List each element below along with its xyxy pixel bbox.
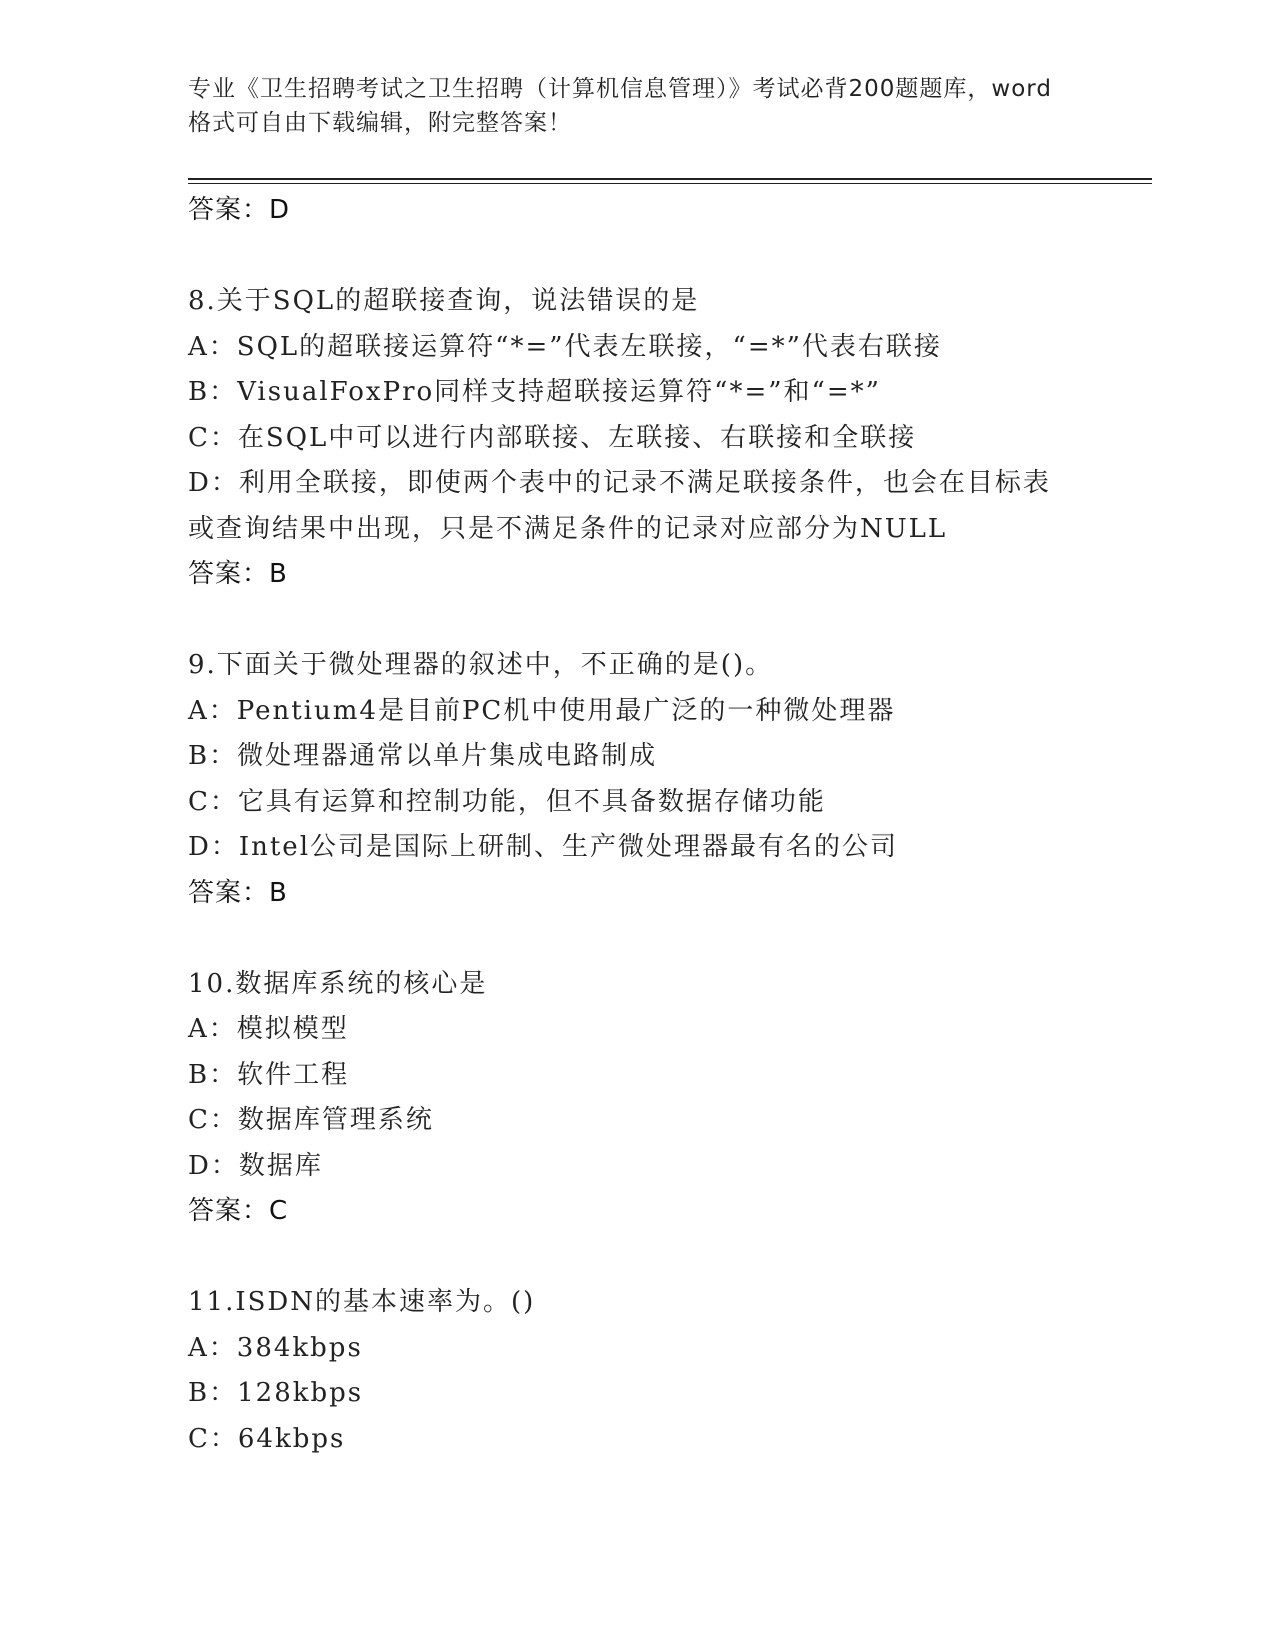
option-a: A：模拟模型 (188, 1014, 349, 1044)
question-11: 11.ISDN的基本速率为。() (188, 1287, 536, 1317)
option-a: A：Pentium4是目前PC机中使用最广泛的一种微处理器 (188, 695, 896, 726)
option-c: C：在SQL中可以进行内部联接、左联接、右联接和全联接 (188, 422, 917, 453)
document-header (188, 72, 1088, 140)
option-b: B：微处理器通常以单片集成电路制成 (188, 741, 658, 771)
spacer (188, 597, 1152, 643)
option-c: C：64kbps (188, 1423, 346, 1454)
question-10: 10.数据库系统的核心是 (188, 968, 488, 999)
option-b: B：VisualFoxPro同样支持超联接运算符“*=”和“=*” (188, 377, 881, 407)
spacer (188, 916, 1152, 962)
option-a: A：SQL的超联接运算符“*=”代表左联接，“=*”代表右联接 (188, 331, 942, 362)
header-line-1: 专业《卫生招聘考试之卫生招聘（计算机信息管理）》考试必背200题题库，word (188, 76, 1052, 102)
answer-line: 答案：C (188, 1196, 289, 1226)
answer-line: 答案：B (188, 877, 288, 908)
header-divider-thin (188, 183, 1152, 184)
option-d: D：Intel公司是国际上研制、生产微处理器最有名的公司 (188, 832, 899, 862)
answer-line: 答案：B (188, 559, 288, 589)
spacer (188, 233, 1152, 279)
header-divider-thick (188, 178, 1152, 180)
option-c: C：数据库管理系统 (188, 1105, 434, 1135)
question-8: 8.关于SQL的超联接查询，说法错误的是 (188, 286, 700, 316)
option-d: D：数据库 (188, 1150, 323, 1181)
header-line-2: 格式可自由下载编辑，附完整答案！ (188, 110, 572, 136)
option-d: D：利用全联接，即使两个表中的记录不满足联接条件，也会在目标表 (188, 468, 1051, 498)
option-b: B：128kbps (188, 1378, 364, 1408)
answer-line: 答案：D (188, 195, 291, 225)
option-a: A：384kbps (188, 1332, 363, 1363)
option-d-continuation: 或查询结果中出现，只是不满足条件的记录对应部分为NULL (188, 513, 948, 544)
question-9: 9.下面关于微处理器的叙述中，不正确的是()。 (188, 650, 774, 680)
option-b: B：软件工程 (188, 1059, 350, 1090)
option-c: C：它具有运算和控制功能，但不具备数据存储功能 (188, 786, 826, 817)
document-body (188, 188, 1152, 1462)
spacer (188, 1234, 1152, 1280)
